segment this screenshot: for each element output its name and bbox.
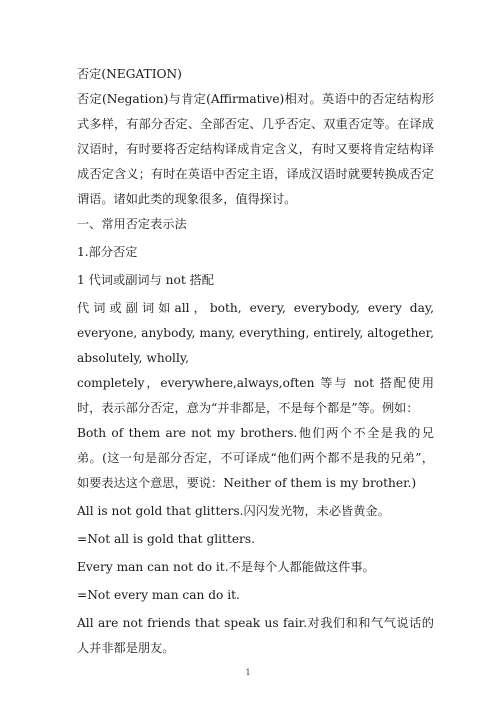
subsection-heading: 1.部分否定: [77, 245, 138, 259]
example-paragraph: Both of them are not my brothers.他们两个不全是我的兄弟。(这一句是部分否定，不可译成“他们两个都不是我的兄弟”，如要表达这个意思，要说：Neither of them is my brother.): [77, 426, 434, 490]
document-body: [77, 62, 434, 661]
subsubsection-heading: 1 代词或副词与 not 搭配: [77, 273, 214, 287]
example-paragraph: All are not friends that speak us fair.对我们和和气气说话的人并非都是朋友。: [77, 616, 434, 655]
example-line: Every man can not do it.不是每个人都能做这件事。: [77, 560, 375, 574]
pronoun-list-paragraph: 代词或副词如all，both, every, everybody, every day, everyone, anybody, many, everything, entirely, altogether, absolutely, wholly,: [77, 301, 434, 365]
document-title: 否定(NEGATION): [77, 67, 182, 81]
example-line: =Not all is gold that glitters.: [77, 532, 256, 546]
intro-paragraph: 否定(Negation)与肯定(Affirmative)相对。英语中的否定结构形式多样，有部分否定、全部否定、几乎否定、双重否定等。在译成汉语时，有时要将否定结构译成肯定含义，有时又要将肯定结构译成否定含义；有时在英语中否定主语，译成汉语时就要转换成否定谓语。诸如此类的现象很多，值得探讨。: [77, 92, 434, 206]
example-line: =Not every man can do it.: [77, 588, 240, 602]
page-number: 1: [245, 668, 251, 677]
explanation-paragraph: completely，everywhere,always,often 等与 not 搭配使用时，表示部分否定，意为“并非都是，不是每个都是”等。例如：: [77, 376, 434, 415]
example-line: All is not gold that glitters.闪闪发光物，未必皆黄金。: [77, 504, 390, 518]
section-heading: 一、常用否定表示法: [77, 217, 187, 231]
